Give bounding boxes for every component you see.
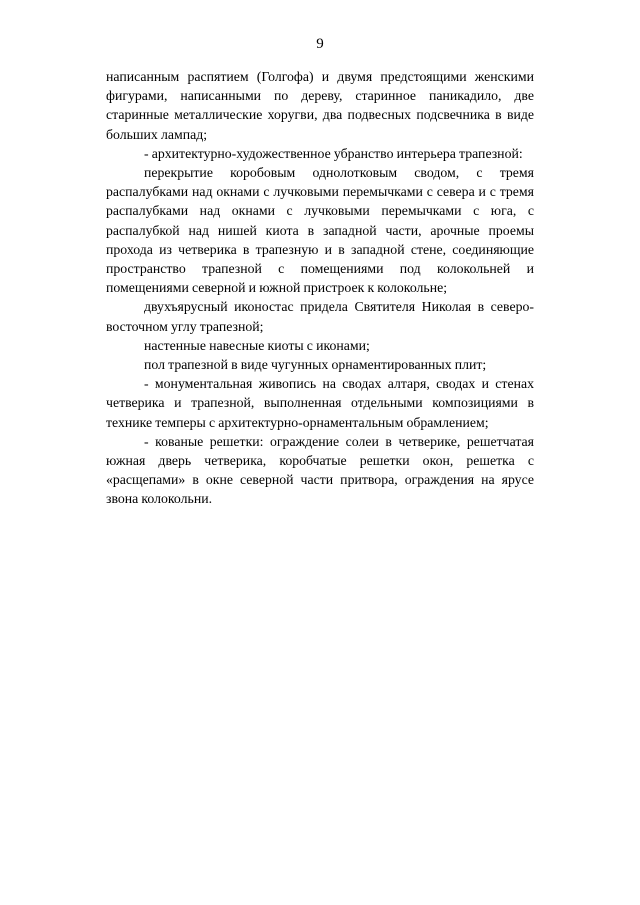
paragraph: написанным распятием (Голгофа) и двумя предстоящими женскими фигурами, написанными по дереву, старинное паникадило, две старинные металлические хоругви, два подвесных подсвечника в виде больших лампад; <box>106 69 534 142</box>
body-text <box>106 67 534 509</box>
paragraph: настенные навесные киоты с иконами; <box>144 337 370 353</box>
paragraph: - монументальная живопись на сводах алтаря, сводах и стенах четверика и трапезной, выполненная отдельными композициями в технике темперы с архитектурно-орнаментальным обрамлением; <box>106 376 534 430</box>
paragraph: перекрытие коробовым однолотковым сводом, с тремя распалубками над окнами с лучковыми перемычками с севера и с тремя распалубками над окнами с лучковыми перемычками с юга, с распалубкой над нишей киота в западной части, арочные проемы прохода из четверика в трапезную и в западной стене, соединяющие пространство трапезной с помещениями под колокольней и помещениями северной и южной пристроек к колокольне; <box>106 165 534 296</box>
paragraph: пол трапезной в виде чугунных орнаментированных плит; <box>144 357 487 373</box>
paragraph: - архитектурно-художественное убранство интерьера трапезной: <box>144 145 523 161</box>
page-number: 9 <box>316 36 324 52</box>
paragraph: - кованые решетки: ограждение солеи в четверике, решетчатая южная дверь четверика, коробчатые решетки окон, решетка с «расщепами» в окне северной части притвора, ограждения на ярусе звона колокольни. <box>106 433 534 507</box>
paragraph: двухъярусный иконостас придела Святителя Николая в северо-восточном углу трапезной; <box>106 299 534 334</box>
